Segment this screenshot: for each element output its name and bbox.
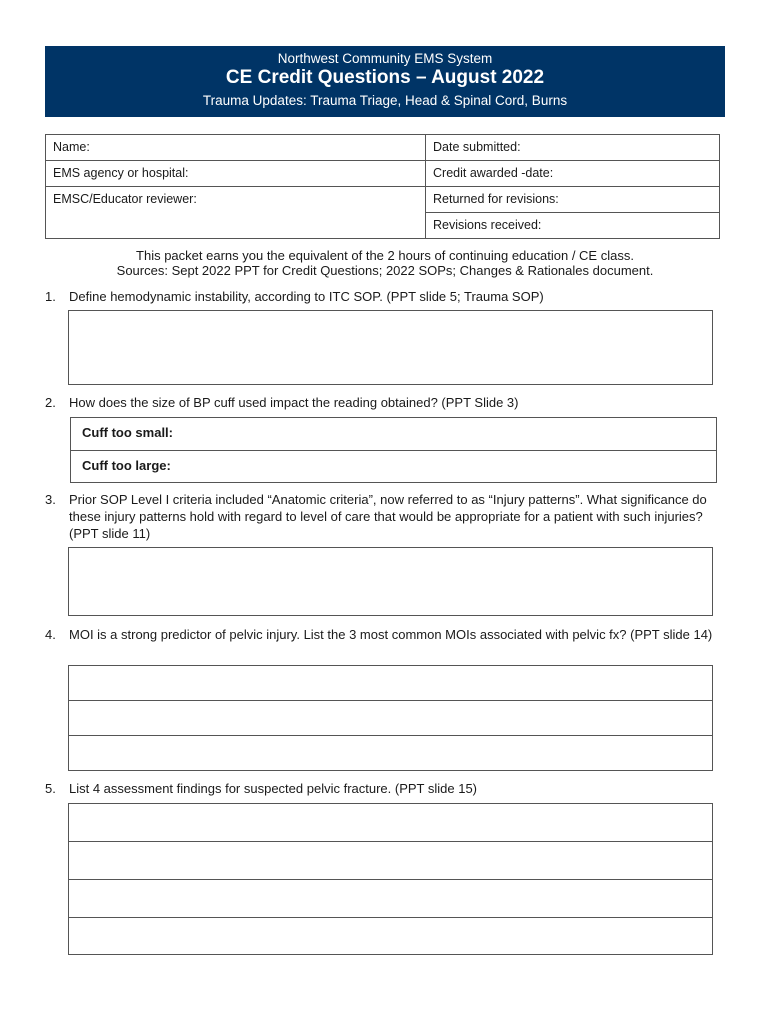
question-number: 4.: [45, 627, 56, 642]
agency-label: EMS agency or hospital:: [53, 166, 189, 180]
answer-box-3[interactable]: [68, 547, 713, 616]
date-submitted-field[interactable]: [426, 135, 719, 161]
reviewer-label: EMSC/Educator reviewer:: [53, 192, 197, 206]
intro-line-1: This packet earns you the equivalent of the 2 hours of continuing education / CE class.: [136, 248, 634, 263]
agency-field[interactable]: [46, 161, 425, 187]
cuff-large-row[interactable]: [71, 451, 716, 483]
returned-label: Returned for revisions:: [433, 192, 559, 206]
returned-field[interactable]: [426, 187, 719, 213]
finding-row-3[interactable]: [69, 880, 712, 918]
question-text: Define hemodynamic instability, according to ITC SOP. (PPT slide 5; Trauma SOP): [69, 289, 544, 304]
finding-row-1[interactable]: [69, 804, 712, 842]
answer-box-5: [68, 803, 713, 955]
page-subtitle: Trauma Updates: Trauma Triage, Head & Spinal Cord, Burns: [202, 93, 568, 108]
answer-box-4: [68, 665, 713, 771]
answer-box-2: [70, 417, 717, 483]
cuff-small-row[interactable]: [71, 418, 716, 451]
header-banner: [45, 46, 725, 117]
reviewer-field[interactable]: [46, 187, 425, 213]
question-text: Prior SOP Level I criteria included “Anatomic criteria”, now referred to as “Injury patterns”. What significance do these injury patterns hold with regard to level of care that would be appropriate for a patient with such injuries? (PPT slide 11): [69, 492, 707, 541]
finding-row-2[interactable]: [69, 842, 712, 880]
date-submitted-label: Date submitted:: [433, 140, 521, 154]
submission-info-table: [45, 134, 720, 239]
question-number: 2.: [45, 395, 56, 410]
question-text: How does the size of BP cuff used impact the reading obtained? (PPT Slide 3): [69, 395, 519, 410]
question-number: 3.: [45, 492, 56, 507]
name-label: Name:: [53, 140, 90, 154]
credit-awarded-field[interactable]: [426, 161, 719, 187]
info-left-column: [46, 135, 426, 238]
question-number: 1.: [45, 289, 56, 304]
moi-row-3[interactable]: [69, 736, 712, 770]
finding-row-4[interactable]: [69, 918, 712, 954]
moi-row-2[interactable]: [69, 701, 712, 736]
page-title: CE Credit Questions – August 2022: [225, 67, 545, 88]
info-right-column: [426, 135, 719, 238]
name-field[interactable]: [46, 135, 425, 161]
revisions-received-field[interactable]: [426, 213, 719, 239]
revisions-received-label: Revisions received:: [433, 218, 542, 232]
question-text: List 4 assessment findings for suspected pelvic fracture. (PPT slide 15): [69, 781, 478, 796]
cuff-small-label: Cuff too small:: [82, 425, 173, 440]
cuff-large-label: Cuff too large:: [82, 458, 171, 473]
answer-box-1[interactable]: [68, 310, 713, 385]
organization-name: Northwest Community EMS System: [277, 51, 493, 66]
moi-row-1[interactable]: [69, 666, 712, 701]
credit-awarded-label: Credit awarded -date:: [433, 166, 554, 180]
question-number: 5.: [45, 781, 56, 796]
question-text: MOI is a strong predictor of pelvic injury. List the 3 most common MOIs associated with pelvic fx? (PPT slide 14): [69, 627, 713, 642]
intro-line-2: Sources: Sept 2022 PPT for Credit Questions; 2022 SOPs; Changes & Rationales document.: [116, 263, 654, 278]
